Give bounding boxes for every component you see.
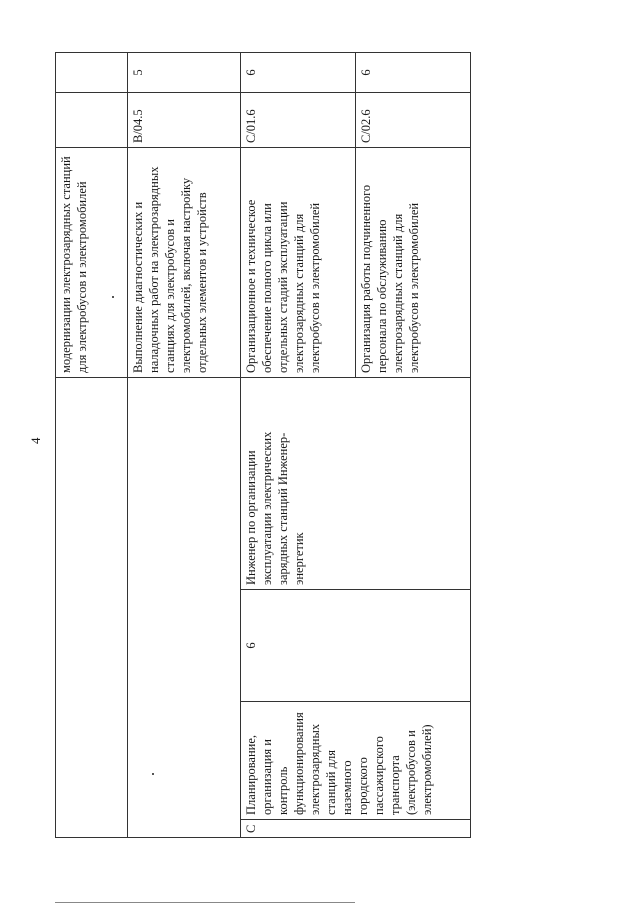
bottom-rule bbox=[55, 902, 355, 903]
table-row bbox=[241, 53, 356, 838]
function-level-cell bbox=[56, 53, 128, 93]
empty-cell bbox=[128, 378, 241, 838]
function-code-cell: C/02.6 bbox=[356, 93, 471, 148]
function-title-cell: модернизации электрозарядных станций для электробусов и электромобилей bbox=[56, 148, 128, 378]
page-number: 4 bbox=[28, 437, 43, 444]
qualification-table bbox=[55, 52, 471, 838]
function-title-cell: Выполнение диагностических и наладочных работ на электрозарядных станциях для электробусов и электромобилей, включая настройку отдельных элементов и устройств bbox=[128, 148, 241, 378]
group-code-cell: С bbox=[241, 820, 471, 838]
positions-cell: Инженер по организации эксплуатации электрических зарядных станций Инженер-энергетик bbox=[241, 378, 471, 590]
group-title-cell: Планирование, организация и контроль функционирования электрозарядных станций для наземного городского пассажирского транспорта (электробусов и электромобилей) bbox=[241, 702, 471, 820]
rotated-table-frame bbox=[55, 53, 470, 838]
qualification-level-cell: 6 bbox=[241, 590, 471, 702]
function-level-cell: 6 bbox=[356, 53, 471, 93]
table-row bbox=[56, 53, 128, 838]
empty-cell bbox=[56, 378, 128, 838]
table-row bbox=[128, 53, 241, 838]
function-code-cell: B/04.5 bbox=[128, 93, 241, 148]
function-code-cell: C/01.6 bbox=[241, 93, 356, 148]
function-level-cell: 5 bbox=[128, 53, 241, 93]
function-title-cell: Организация работы подчиненного персонала по обслуживанию электрозарядных станций для электробусов и электромобилей bbox=[356, 148, 471, 378]
function-code-cell bbox=[56, 93, 128, 148]
function-level-cell: 6 bbox=[241, 53, 356, 93]
function-title-cell: Организационное и техническое обеспечение полного цикла или отдельных стадий эксплуатации электрозарядных станций для электробусов и электромобилей bbox=[241, 148, 356, 378]
